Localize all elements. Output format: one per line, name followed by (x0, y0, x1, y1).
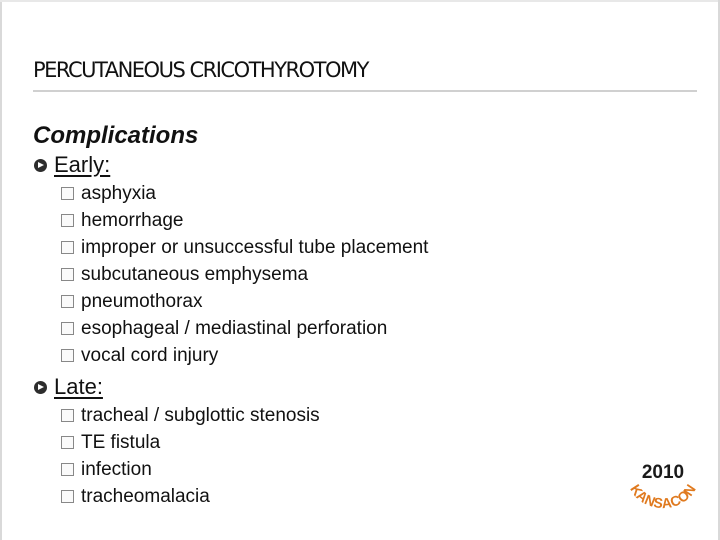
square-bullet-icon (61, 436, 74, 449)
list-item-text: hemorrhage (81, 209, 184, 231)
logo-year: 2010 (641, 462, 685, 483)
early-label-row (33, 150, 428, 180)
list-item (61, 402, 320, 429)
list-item (61, 315, 428, 342)
arrow-circle-bullet-icon (34, 381, 47, 394)
frame-top-border (0, 0, 720, 2)
early-label: Early: (54, 152, 111, 177)
list-item-text: asphyxia (81, 182, 156, 204)
square-bullet-icon (61, 409, 74, 422)
square-bullet-icon (61, 295, 74, 308)
list-item (61, 456, 320, 483)
list-item (61, 234, 428, 261)
complications-heading: Complications (33, 122, 199, 149)
list-item (61, 207, 428, 234)
list-item-text: tracheomalacia (81, 485, 210, 507)
list-item (61, 483, 320, 510)
list-item-text: vocal cord injury (81, 344, 219, 366)
kansacon-2010-logo (622, 448, 704, 512)
logo-arc-textpath: KANSACON (627, 481, 699, 512)
list-item (61, 342, 428, 369)
list-item-text: esophageal / mediastinal perforation (81, 317, 388, 339)
list-item-text: tracheal / subglottic stenosis (81, 404, 320, 426)
square-bullet-icon (61, 268, 74, 281)
late-label-row (33, 372, 320, 402)
arrow-circle-bullet-icon (34, 159, 47, 172)
list-item-text: improper or unsuccessful tube placement (81, 236, 429, 258)
square-bullet-icon (61, 241, 74, 254)
frame-left-border (0, 0, 2, 540)
list-item (61, 180, 428, 207)
list-item (61, 288, 428, 315)
square-bullet-icon (61, 463, 74, 476)
list-item-text: TE fistula (81, 431, 161, 453)
late-section (33, 372, 320, 510)
early-section (33, 150, 428, 369)
list-item (61, 261, 428, 288)
slide-title: PERCUTANEOUS CRICOTHYROTOMY (33, 58, 368, 82)
list-item-text: infection (81, 458, 152, 480)
list-item (61, 429, 320, 456)
square-bullet-icon (61, 322, 74, 335)
early-list (61, 180, 428, 369)
late-label: Late: (54, 374, 103, 399)
logo-arc-text (627, 481, 699, 511)
square-bullet-icon (61, 349, 74, 362)
list-item-text: pneumothorax (81, 290, 203, 312)
square-bullet-icon (61, 187, 74, 200)
square-bullet-icon (61, 214, 74, 227)
title-divider (33, 90, 697, 92)
late-list (61, 402, 320, 510)
list-item-text: subcutaneous emphysema (81, 263, 309, 285)
square-bullet-icon (61, 490, 74, 503)
